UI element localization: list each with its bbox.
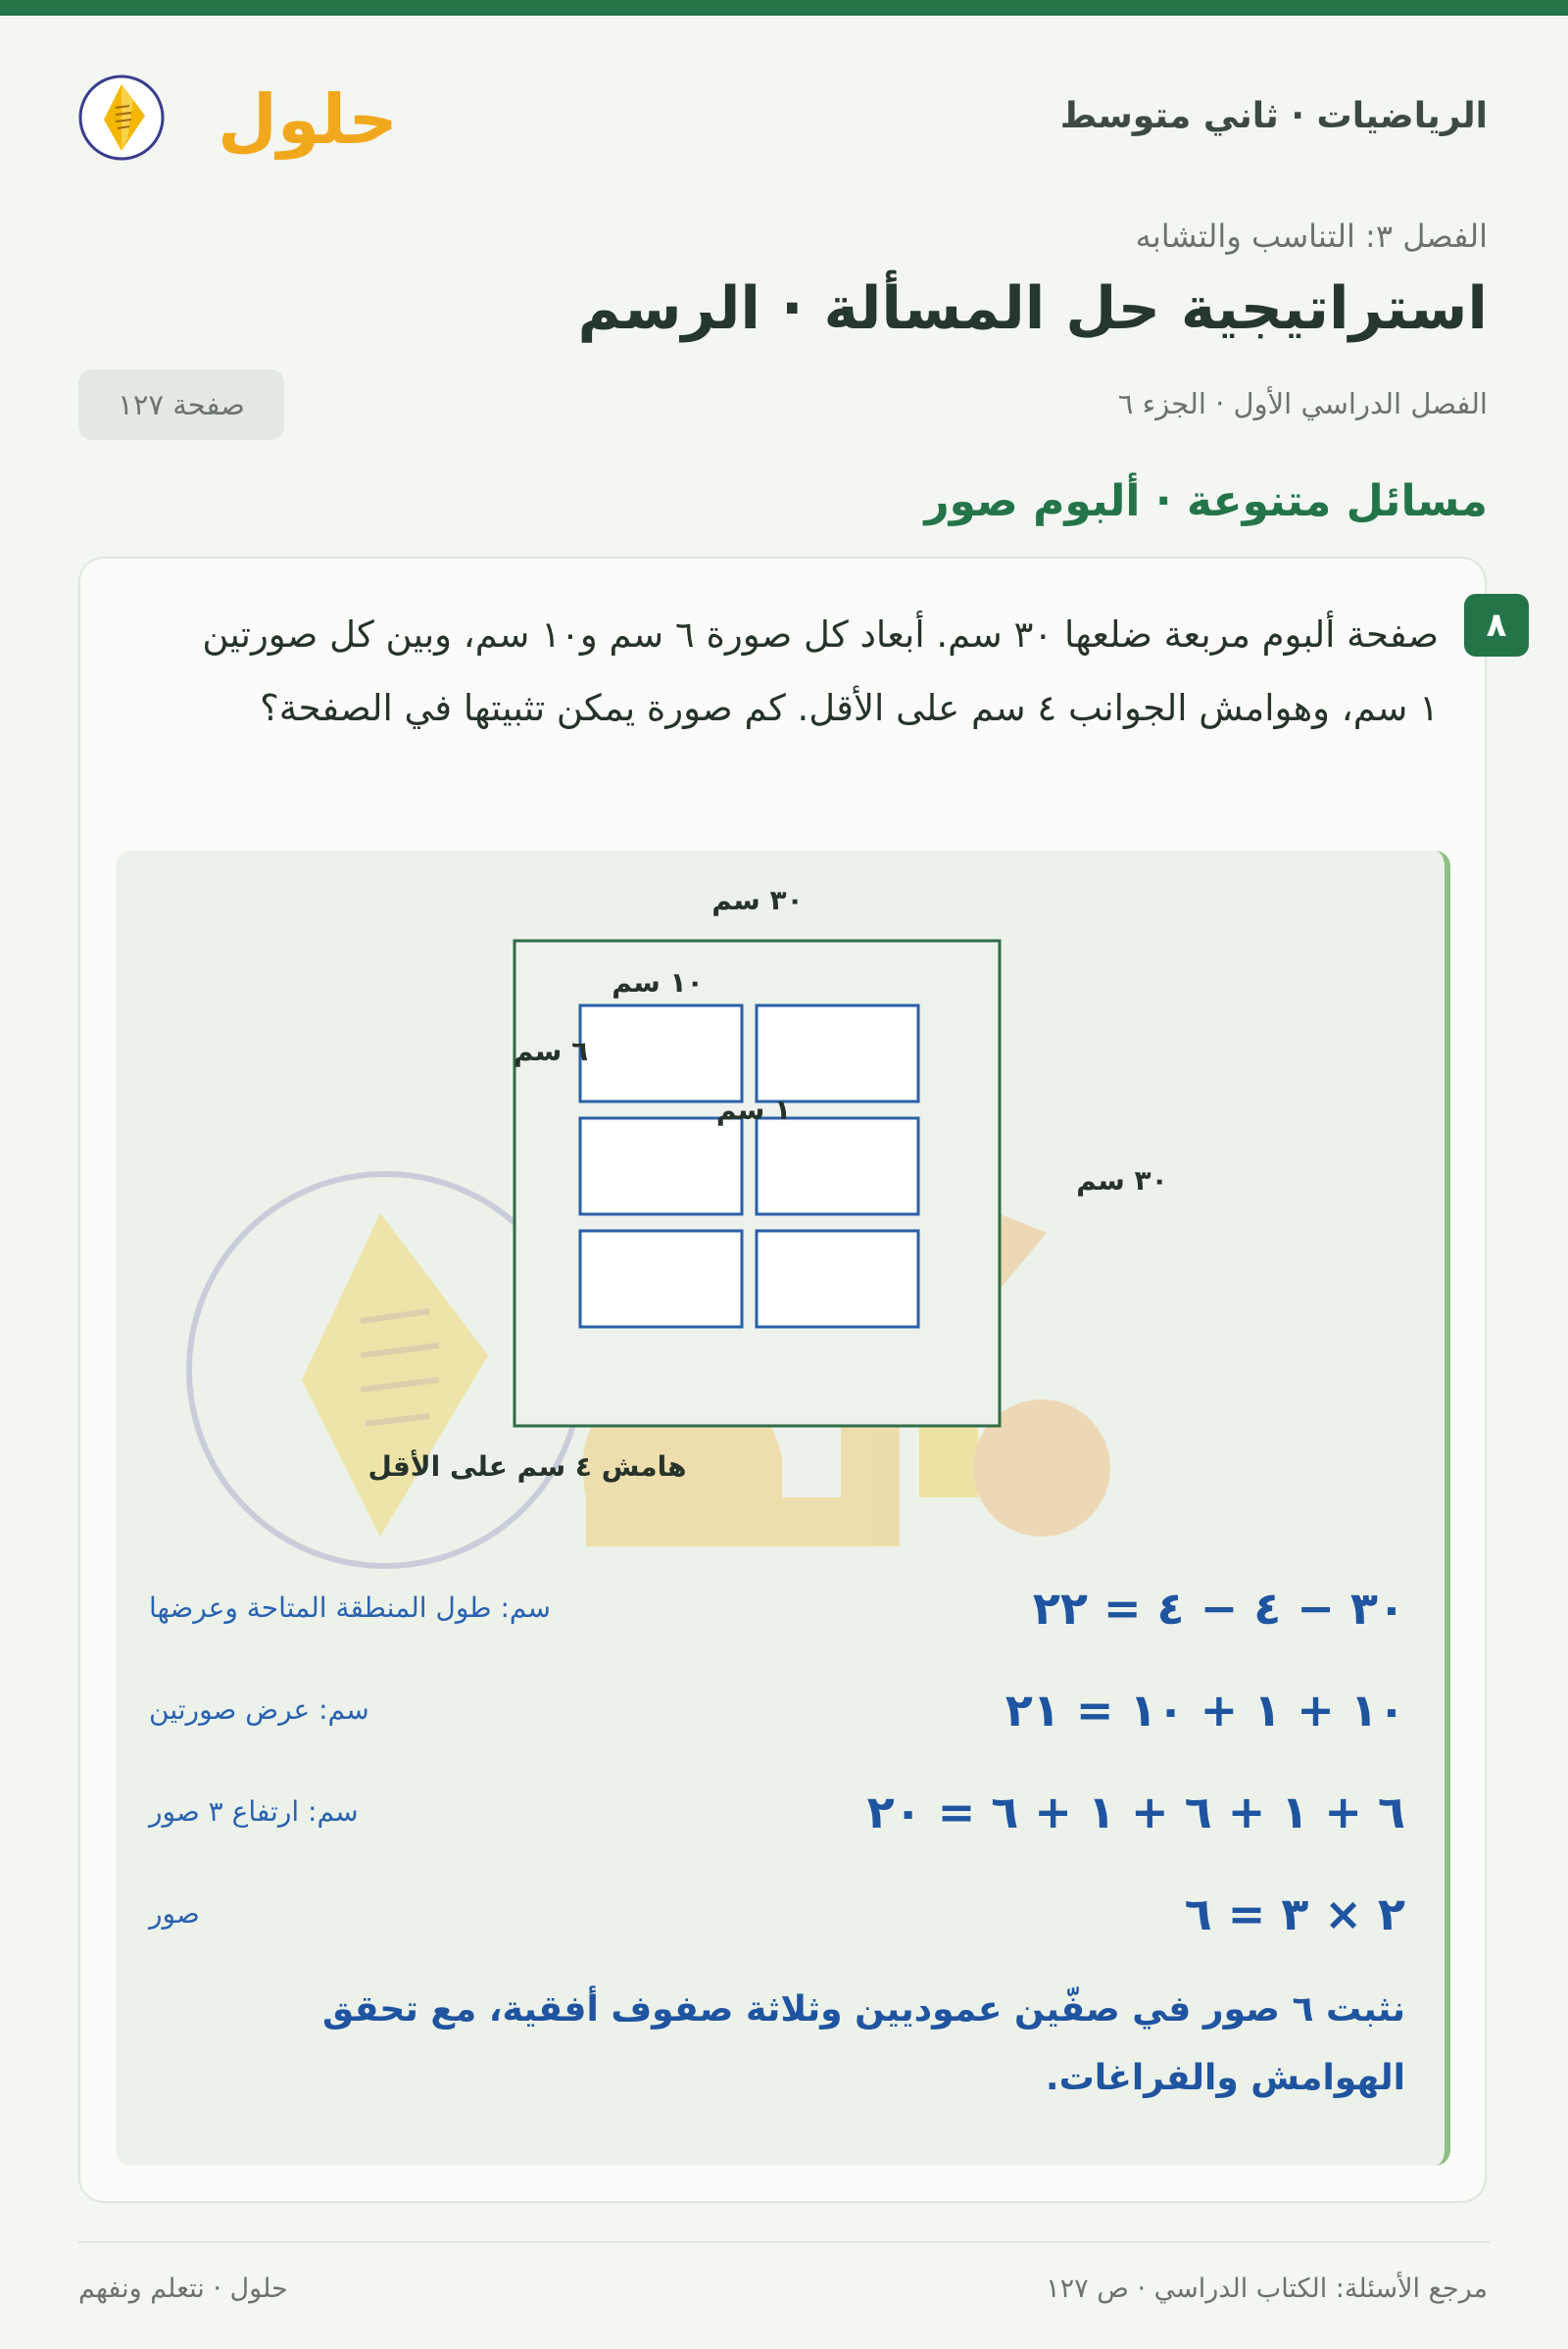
top-accent-bar: [0, 0, 1568, 16]
solution-panel: [116, 851, 1450, 2166]
margin-label: هامش ٤ سم على الأقل: [368, 1450, 687, 1483]
logo-text: حلول: [218, 79, 398, 160]
photo-2-2: [757, 1118, 918, 1214]
photo-1-2: [757, 1005, 918, 1101]
photo-2-1: [580, 1118, 742, 1214]
conclusion-text: نثبت ٦ صور في صفّين عموديين وثلاثة صفوف أفقية، مع تحقق الهوامش والفراغات.: [322, 1989, 1405, 2098]
page-title: استراتيجية حل المسألة · الرسم: [577, 274, 1488, 343]
chapter-label: الفصل ٣: التناسب والتشابه: [1135, 218, 1488, 255]
question-number-badge: ٨: [1464, 594, 1529, 657]
footer-brand: حلول · نتعلم ونفهم: [78, 2274, 288, 2304]
footer-source: مرجع الأسئلة: الكتاب الدراسي · ص ١٢٧: [1046, 2274, 1488, 2304]
equation-3: ٦ + ١ + ٦ + ١ + ٦ = ٢٠: [866, 1786, 1405, 1838]
equation-1-note: سم: طول المنطقة المتاحة وعرضها: [149, 1591, 552, 1624]
footer-divider: [78, 2241, 1490, 2243]
equation-2-note: سم: عرض صورتين: [149, 1693, 369, 1726]
gap-label: ١ سم: [715, 1094, 792, 1126]
equation-3-note: سم: ارتفاع ٣ صور: [149, 1795, 359, 1828]
hloul-logo[interactable]: [76, 61, 398, 171]
equation-4-note: صور: [149, 1897, 200, 1930]
photo-3-2: [757, 1231, 918, 1327]
section-heading: مسائل متنوعة · ألبوم صور: [924, 476, 1488, 526]
side-dimension-label: ٣٠ سم: [1076, 1164, 1168, 1197]
subject-label: الرياضيات · ثاني متوسط: [1059, 96, 1488, 136]
semester-label: الفصل الدراسي الأول · الجزء ٦: [1117, 387, 1488, 420]
question-text: صفحة ألبوم مربعة ضلعها ٣٠ سم. أبعاد كل صورة ٦ سم و١٠ سم، وبين كل صورتين ١ سم، وهوامش الجوانب ٤ سم على الأقل. كم صورة يمكن تثبيتها في الصفحة؟: [202, 613, 1439, 729]
top-dimension-label: ٣٠ سم: [711, 884, 804, 916]
page-number-badge: صفحة ١٢٧: [78, 369, 284, 440]
photo-width-label: ١٠ سم: [612, 966, 704, 999]
equation-4: ٢ × ٣ = ٦: [1184, 1887, 1405, 1940]
album-diagram: [116, 851, 1450, 1517]
logo-graphic: [76, 61, 398, 171]
photo-1-1: [580, 1005, 742, 1101]
equation-1: ٣٠ − ٤ − ٤ = ٢٢: [1032, 1582, 1405, 1635]
equation-2: ١٠ + ١ + ١٠ = ٢١: [1004, 1684, 1405, 1737]
photo-height-label: ٦ سم: [513, 1035, 589, 1067]
photo-3-1: [580, 1231, 742, 1327]
